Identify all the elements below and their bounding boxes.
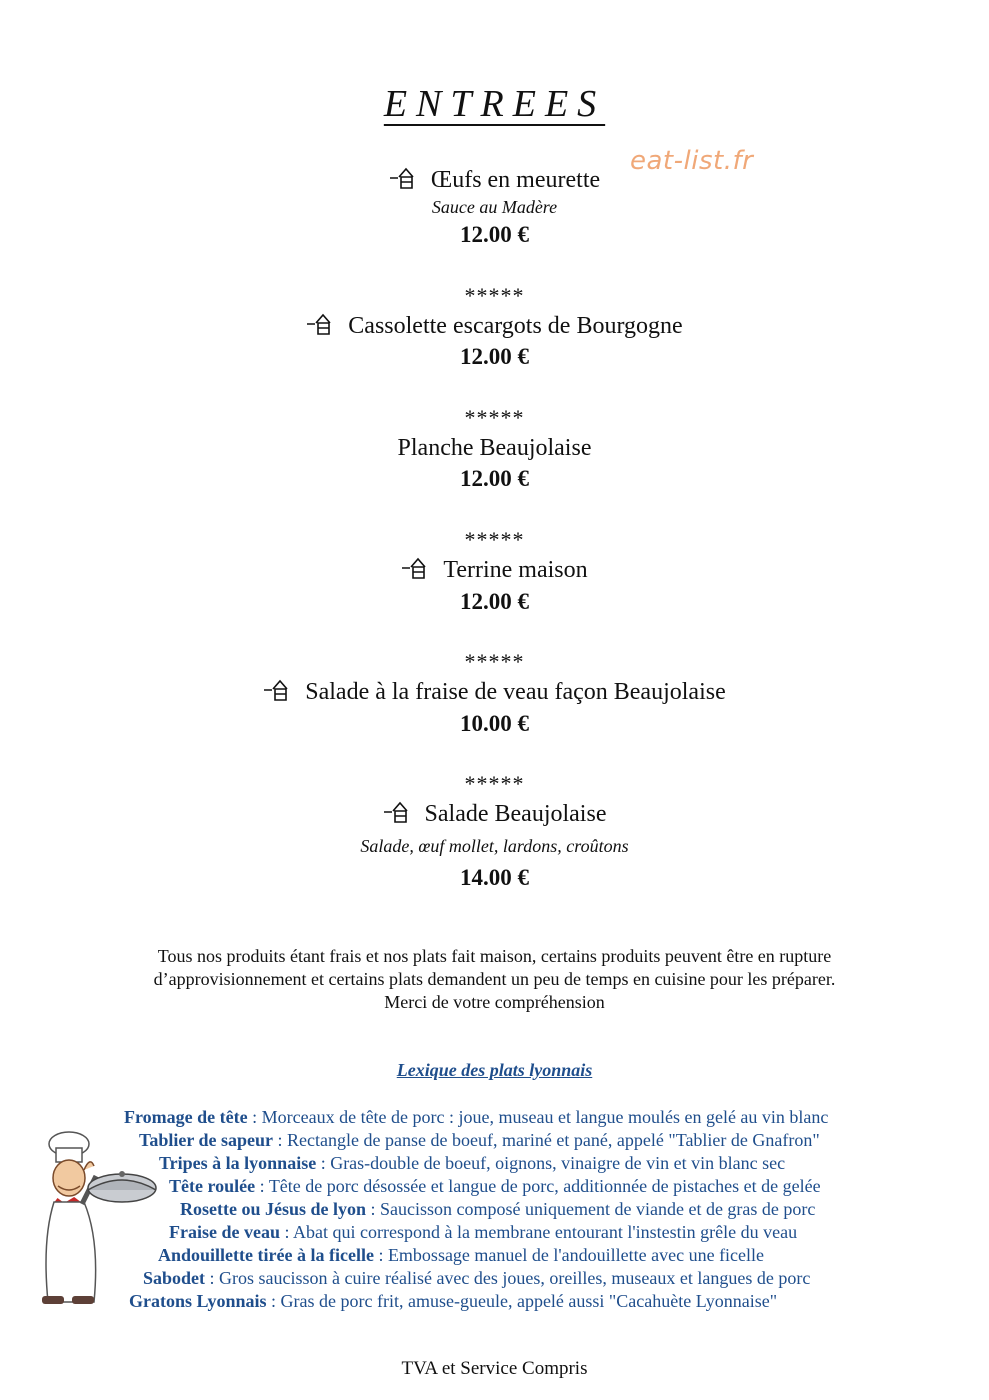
lexique-term: Tripes à la lyonnaise (159, 1153, 317, 1173)
lexique-definition: : Tête de porc désossée et langue de porc, additionnée de pistaches et de gelée (255, 1176, 821, 1196)
dish-name: Planche Beaujolaise (397, 435, 592, 461)
separator: ***** (464, 771, 525, 796)
lexique-entry (124, 1106, 828, 1129)
lexique-term: Rosette ou Jésus de lyon (180, 1199, 367, 1219)
lexique-entry (143, 1267, 810, 1290)
watermark: eat-list.fr (630, 146, 754, 176)
house-outline-icon (383, 801, 413, 823)
lexique-entry (169, 1221, 797, 1244)
dish-price: 12.00 € (460, 344, 529, 369)
lexique-definition: : Embossage manuel de l'andouillette avec une ficelle (373, 1245, 765, 1265)
dish-price: 10.00 € (460, 711, 529, 736)
menu-item (0, 678, 989, 706)
house-outline-icon (306, 313, 336, 335)
dish-price: 12.00 € (460, 222, 529, 247)
lexique-term: Fraise de veau (169, 1222, 280, 1242)
lexique-term: Gratons Lyonnais (129, 1291, 267, 1311)
separator: ***** (464, 527, 525, 552)
dish-name: Cassolette escargots de Bourgogne (348, 313, 683, 339)
lexique-title: Lexique des plats lyonnais (396, 1060, 593, 1080)
notice-line: d’approvisionnement et certains plats demandent un peu de temps en cuisine pour les préparer. (153, 969, 836, 989)
dish-name: Terrine maison (443, 557, 588, 583)
separator: ***** (464, 405, 525, 430)
lexique-definition: : Rectangle de panse de boeuf, mariné et pané, appelé "Tablier de Gnafron" (273, 1130, 820, 1150)
lexique-entry (180, 1198, 815, 1221)
dish-name: Œufs en meurette (430, 167, 601, 193)
menu-item (0, 312, 989, 340)
lexique-term: Fromage de tête (124, 1107, 248, 1127)
menu-item (0, 556, 989, 584)
notice (0, 945, 989, 1014)
menu-item (0, 166, 989, 194)
menu-item (0, 800, 989, 828)
lexique-term: Sabodet (143, 1268, 206, 1288)
dish-price: 14.00 € (460, 865, 529, 890)
lexique-entry (159, 1152, 785, 1175)
notice-line: Merci de votre compréhension (384, 992, 605, 1012)
lexique-definition: : Gros saucisson à cuire réalisé avec des joues, oreilles, museaux et langues de porc (205, 1268, 811, 1288)
separator: ***** (464, 283, 525, 308)
lexique-term: Tête roulée (169, 1176, 256, 1196)
separator: ***** (464, 649, 525, 674)
notice-line: Tous nos produits étant frais et nos plats fait maison, certains produits peuvent être en rupture (157, 946, 832, 966)
dish-price: 12.00 € (460, 589, 529, 614)
lexique-definition: : Saucisson composé uniquement de viande et de gras de porc (366, 1199, 816, 1219)
lexique-definition: : Abat qui correspond à la membrane entourant l'instestin grêle du veau (279, 1222, 798, 1242)
lexique-term: Andouillette tirée à la ficelle (158, 1245, 374, 1265)
lexique-definition: : Gras de porc frit, amuse-gueule, appelé aussi "Cacahuète Lyonnaise" (266, 1291, 778, 1311)
dish-description: Sauce au Madère (431, 197, 558, 217)
lexique-term: Tablier de sapeur (139, 1130, 274, 1150)
page-title: ENTREES (383, 83, 606, 125)
lexique-entry (158, 1244, 764, 1267)
lexique-definition: : Morceaux de tête de porc : joue, museau et langue moulés en gelé au vin blanc (247, 1107, 829, 1127)
footer: TVA et Service Compris (401, 1358, 588, 1379)
dish-name: Salade Beaujolaise (424, 801, 607, 827)
dish-name: Salade à la fraise de veau façon Beaujolaise (305, 679, 726, 705)
lexique-entry (139, 1129, 820, 1152)
dish-description: Salade, œuf mollet, lardons, croûtons (360, 836, 629, 856)
house-outline-icon (389, 167, 419, 189)
menu-item (0, 434, 989, 462)
dish-price: 12.00 € (460, 466, 529, 491)
lexique-definition: : Gras-double de boeuf, oignons, vinaigre de vin et vin blanc sec (316, 1153, 786, 1173)
house-outline-icon (263, 679, 293, 701)
house-outline-icon (401, 557, 431, 579)
lexique-entry (169, 1175, 821, 1198)
lexique-entry (129, 1290, 777, 1313)
